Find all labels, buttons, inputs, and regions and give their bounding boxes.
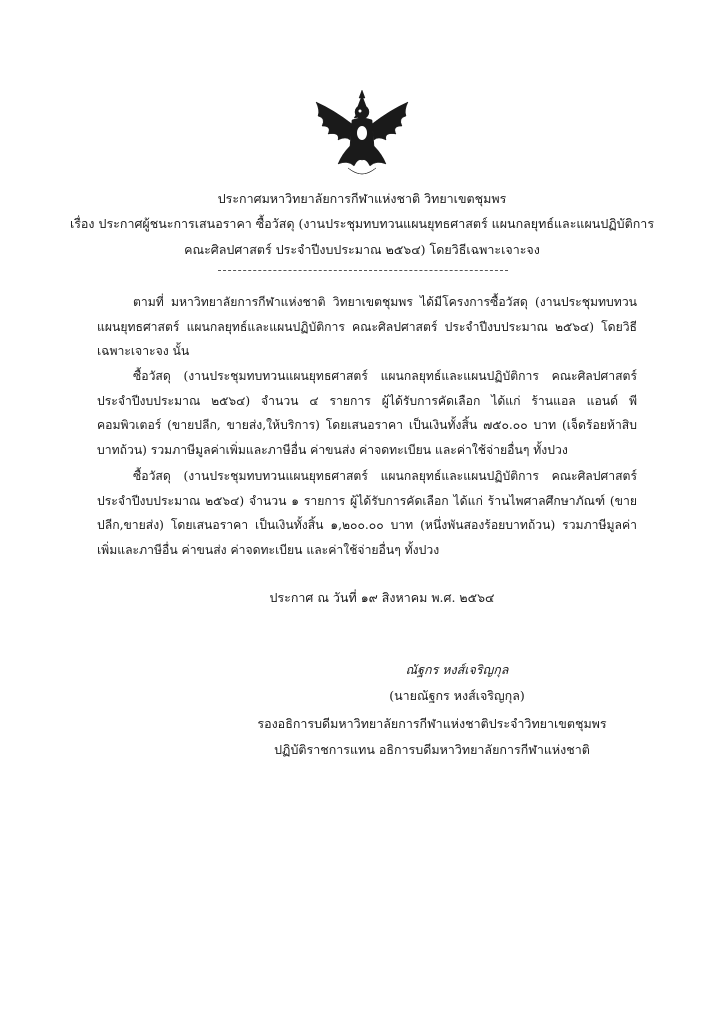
subject-line-1: เรื่อง ประกาศผู้ชนะการเสนอราคา ซื้อวัสดุ (งานประชุมทบทวนแผนยุทธศาสตร์ แผนกลยุทธ์และแผนปฏิบัติการ bbox=[69, 216, 655, 231]
paragraph-3-text: ซื้อวัสดุ (งานประชุมทบทวนแผนยุทธศาสตร์ แผนกลยุทธ์และแผนปฏิบัติการ คณะศิลปศาสตร์ ประจำปีงบประมาณ ๒๕๖๔) จำนวน ๑ รายการ ผู้ได้รับการคัดเลือก ได้แก่ ร้านไพศาลศึกษาภัณฑ์ (ขายปลีก,ขายส่ง) โดยเสนอราคา เป็นเงินทั้งสิ้น ๑,๒๐๐.๐๐ บาท (หนึ่งพันสองร้อยบาทถ้วน) รวมภาษีมูลค่าเพิ่มและภาษีอื่น ค่าขนส่ง ค่าจดทะเบียน และค่าใช้จ่ายอื่นๆ ทั้งปวง bbox=[97, 469, 637, 557]
handwritten-signature: ณัฐกร หงส์เจริญกุล bbox=[405, 662, 509, 677]
body-paragraph-1 bbox=[97, 290, 637, 364]
body-paragraph-3 bbox=[97, 464, 637, 562]
paragraph-1-text: ตามที่ มหาวิทยาลัยการกีฬาแห่งชาติ วิทยาเขตชุมพร ได้มีโครงการซื้อวัสดุ (งานประชุมทบทวนแผนยุทธศาสตร์ แผนกลยุทธ์และแผนปฏิบัติการ คณะศิลปศาสตร์ ประจำปีงบประมาณ ๒๕๖๔) โดยวิธีเฉพาะเจาะจง นั้น bbox=[97, 295, 637, 358]
signer-name: (นายณัฐกร หงส์เจริญกุล) bbox=[389, 688, 525, 703]
body-paragraph-2 bbox=[97, 364, 637, 462]
subject-line-2: คณะศิลปศาสตร์ ประจำปีงบประมาณ ๒๕๖๔) โดยวิธีเฉพาะเจาะจง bbox=[184, 242, 540, 257]
announcement-date: ประกาศ ณ วันที่ ๑๙ สิงหาคม พ.ศ. ๒๕๖๔ bbox=[269, 590, 495, 605]
signer-position-2: ปฏิบัติราชการแทน อธิการบดีมหาวิทยาลัยการกีฬาแห่งชาติ bbox=[274, 742, 590, 757]
header-divider bbox=[218, 270, 508, 271]
paragraph-2-text: ซื้อวัสดุ (งานประชุมทบทวนแผนยุทธศาสตร์ แผนกลยุทธ์และแผนปฏิบัติการ คณะศิลปศาสตร์ ประจำปีงบประมาณ ๒๕๖๔) จำนวน ๔ รายการ ผู้ได้รับการคัดเลือก ได้แก่ ร้านแอล แอนด์ พี คอมพิวเตอร์ (ขายปลีก, ขายส่ง,ให้บริการ) โดยเสนอราคา เป็นเงินทั้งสิ้น ๗๕๐.๐๐ บาท (เจ็ดร้อยห้าสิบบาทถ้วน) รวมภาษีมูลค่าเพิ่มและภาษีอื่น ค่าขนส่ง ค่าจดทะเบียน และค่าใช้จ่ายอื่นๆ ทั้งปวง bbox=[97, 369, 637, 457]
signer-position-1: รองอธิการบดีมหาวิทยาลัยการกีฬาแห่งชาติประจำวิทยาเขตชุมพร bbox=[257, 716, 607, 731]
announcement-org-title: ประกาศมหาวิทยาลัยการกีฬาแห่งชาติ วิทยาเขตชุมพร bbox=[217, 191, 507, 206]
garuda-emblem-icon bbox=[308, 88, 416, 182]
